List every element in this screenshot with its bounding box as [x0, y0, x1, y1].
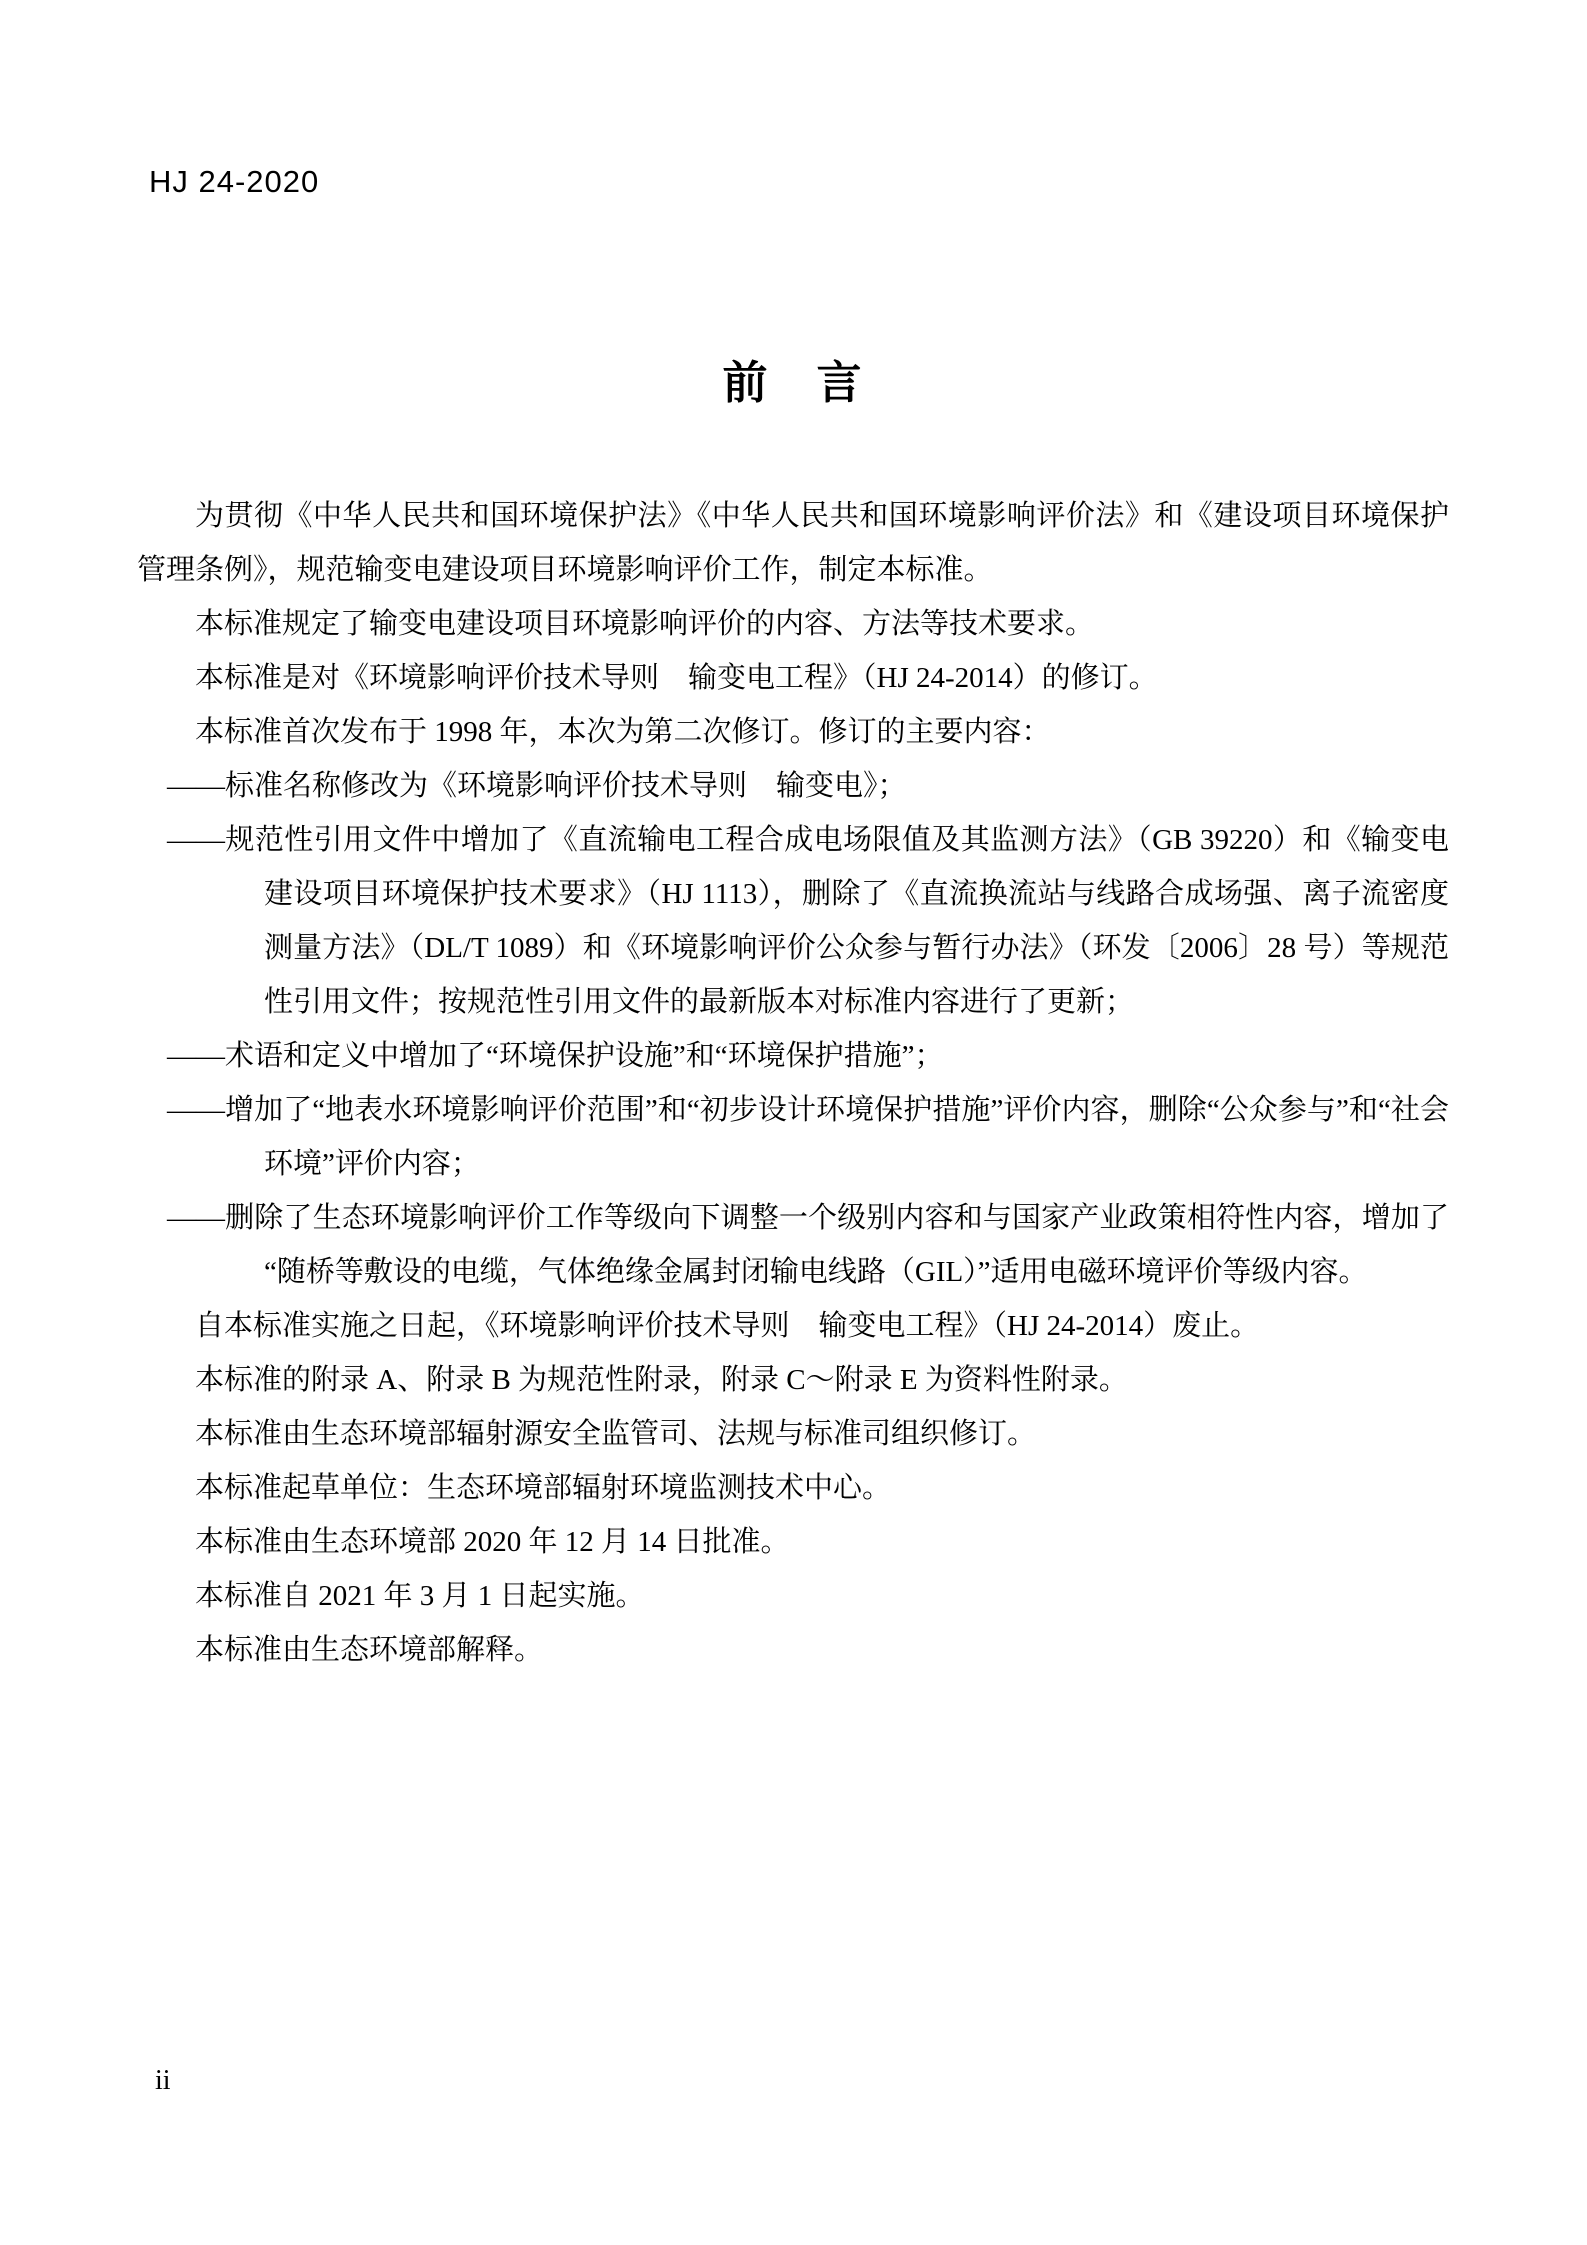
foreword-paragraph: 本标准的附录 A、附录 B 为规范性附录，附录 C～附录 E 为资料性附录。: [195, 1364, 1128, 1396]
foreword-revision-item: ——规范性引用文件中增加了《直流输电工程合成电场限值及其监测方法》（GB 39220）和《输变电建设项目环境保护技术要求》（HJ 1113），删除了《直流换流站与线路合成场强、离子流密度测量方法》（DL/T 1089）和《环境影响评价公众参与暂行办法》（环发〔2006〕28 号）等规范性引用文件；按规范性引用文件的最新版本对标准内容进行了更新；: [167, 824, 1450, 1018]
foreword-paragraph: 自本标准实施之日起，《环境影响评价技术导则 输变电工程》（HJ 24-2014）废止。: [195, 1310, 1260, 1342]
page-number: ii: [155, 2065, 171, 2096]
foreword-paragraph: 本标准自 2021 年 3 月 1 日起实施。: [195, 1580, 645, 1612]
page-title: 前 言: [722, 357, 864, 408]
foreword-paragraph: 为贯彻《中华人民共和国环境保护法》《中华人民共和国环境影响评价法》和《建设项目环境保护管理条例》，规范输变电建设项目环境影响评价工作，制定本标准。: [137, 500, 1449, 586]
foreword-paragraph: 本标准首次发布于 1998 年，本次为第二次修订。修订的主要内容：: [195, 716, 1051, 748]
foreword-paragraph: 本标准是对《环境影响评价技术导则 输变电工程》（HJ 24-2014）的修订。: [195, 662, 1158, 694]
doc-code-header: HJ 24-2020: [149, 164, 320, 199]
foreword-paragraph: 本标准规定了输变电建设项目环境影响评价的内容、方法等技术要求。: [195, 608, 1095, 640]
foreword-paragraph: 本标准起草单位：生态环境部辐射环境监测技术中心。: [195, 1472, 892, 1504]
foreword-revision-item: ——删除了生态环境影响评价工作等级向下调整一个级别内容和与国家产业政策相符性内容，增加了“随桥等敷设的电缆，气体绝缘金属封闭输电线路（GIL）”适用电磁环境评价等级内容。: [167, 1202, 1449, 1288]
foreword-revision-item: ——术语和定义中增加了“环境保护设施”和“环境保护措施”；: [167, 1040, 944, 1072]
foreword-revision-item: ——增加了“地表水环境影响评价范围”和“初步设计环境保护措施”评价内容，删除“公众参与”和“社会环境”评价内容；: [167, 1094, 1449, 1180]
foreword-revision-item: ——标准名称修改为《环境影响评价技术导则 输变电》；: [167, 770, 907, 802]
foreword-paragraph: 本标准由生态环境部 2020 年 12 月 14 日批准。: [195, 1526, 790, 1558]
foreword-paragraph: 本标准由生态环境部辐射源安全监管司、法规与标准司组织修订。: [195, 1418, 1037, 1450]
foreword-body: [137, 489, 1449, 1677]
foreword-paragraph: 本标准由生态环境部解释。: [195, 1634, 544, 1666]
